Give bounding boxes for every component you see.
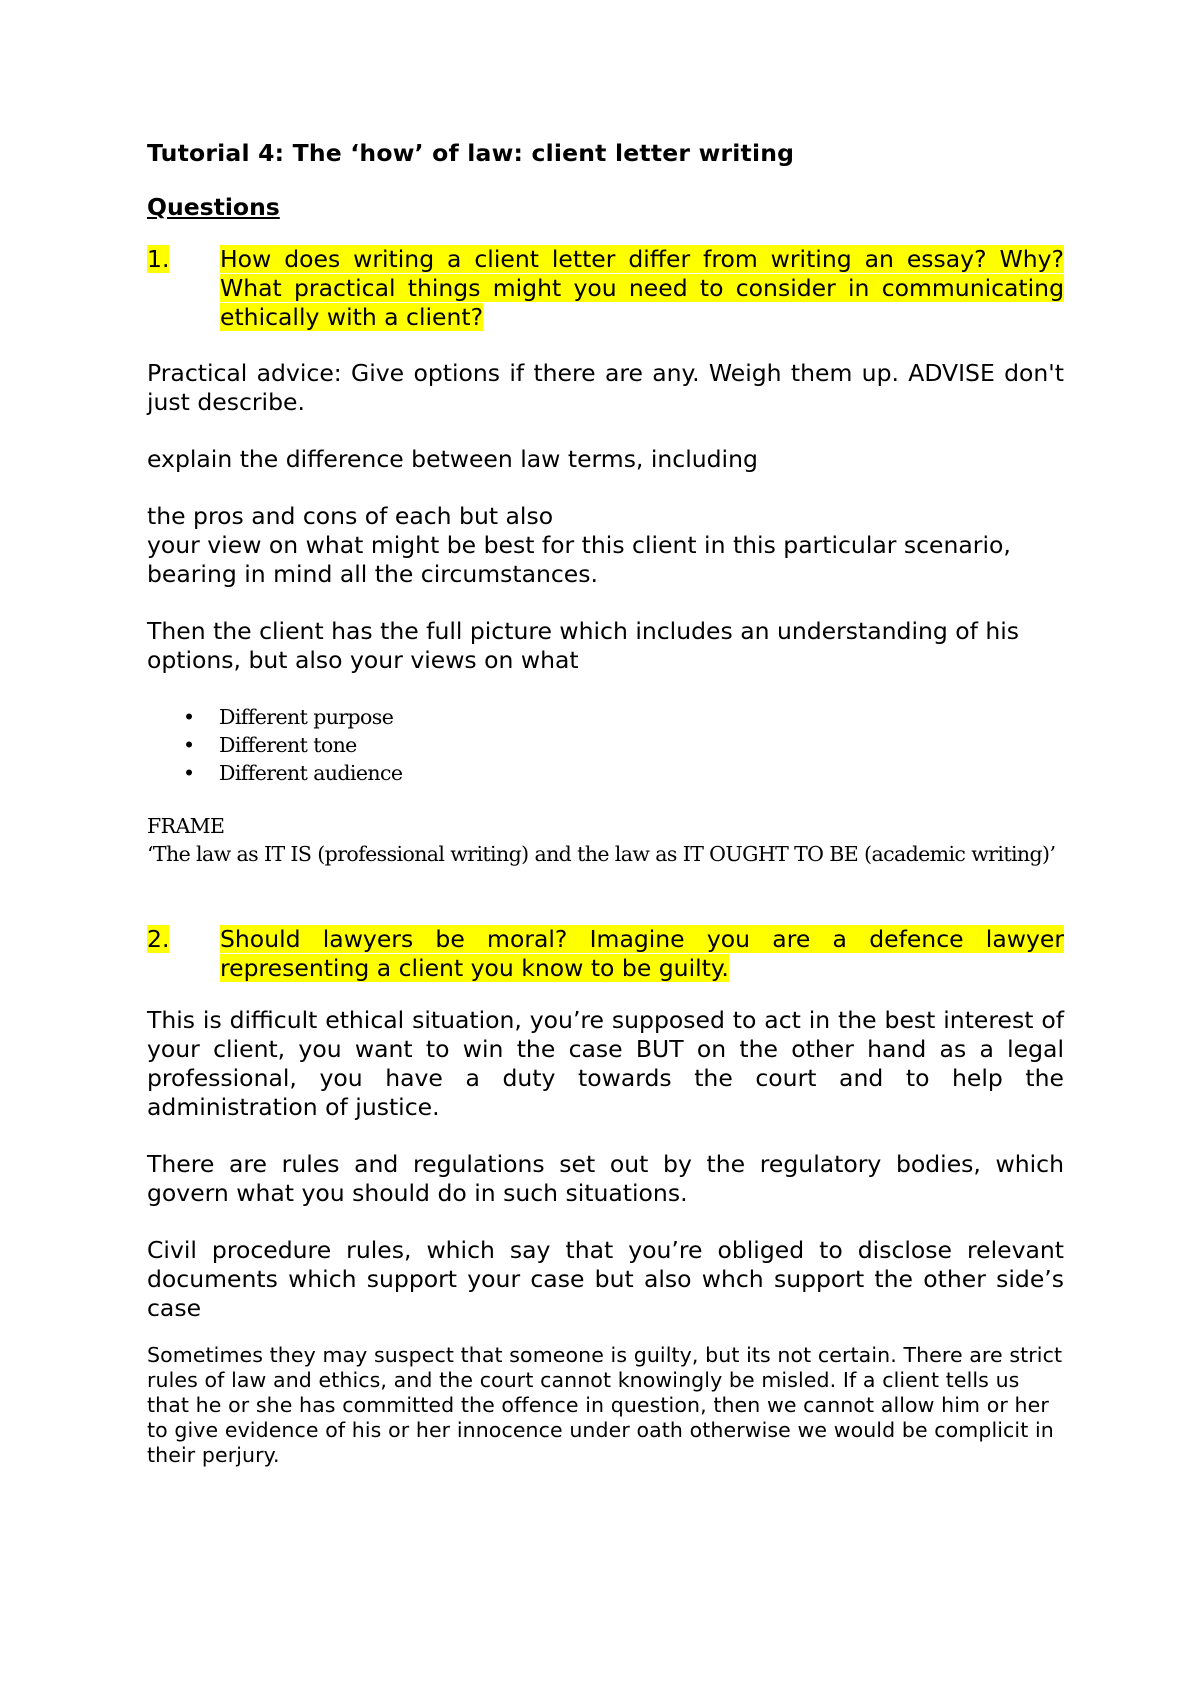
paragraph-difficult-situation: This is difficult ethical situation, you’re supposed to act in the best interest of your client, you want to win the case BUT on the other hand as a legal professional, you have a duty towards the court and to help the administration of justice. xyxy=(147,1006,1064,1121)
frame-quote: ‘The law as IT IS (professional writing) and the law as IT OUGHT TO BE (academic writing)’ xyxy=(147,842,1056,866)
question-1-highlighted-text: How does writing a client letter differ from writing an essay? Why? What practical things might you need to consider in communicating ethically with a client? xyxy=(220,245,1064,331)
list-item xyxy=(147,759,1064,787)
question-2-highlighted-text: Should lawyers be moral? Imagine you are a defence lawyer representing a client you know to be guilty. xyxy=(220,925,1064,982)
paragraph-your-view: your view on what might be best for this client in this particular scenario, bearing in mind all the circumstances. xyxy=(147,531,1011,588)
paragraph-practical-advice: Practical advice: Give options if there are any. Weigh them up. ADVISE don't just describe. xyxy=(147,359,1064,416)
list-item-text: Different tone xyxy=(219,733,357,757)
list-item xyxy=(147,703,1064,731)
paragraph-explain: explain the difference between law terms, including xyxy=(147,445,758,473)
paragraph-civil-procedure: Civil procedure rules, which say that you’re obliged to disclose relevant documents which support your case but also whch support the other side’s case xyxy=(147,1236,1064,1322)
list-item xyxy=(147,731,1064,759)
question-2-number-text: 2. xyxy=(147,925,170,953)
bullet-glyph: • xyxy=(183,761,195,785)
questions-heading: Questions xyxy=(147,193,280,221)
question-2-text xyxy=(220,925,1064,983)
difference-list xyxy=(147,703,1064,787)
paragraph-pros-cons: the pros and cons of each but also xyxy=(147,502,554,530)
document-content xyxy=(147,139,1064,1468)
question-1 xyxy=(147,245,1064,332)
frame-label: FRAME xyxy=(147,814,225,838)
list-item-text: Different audience xyxy=(219,761,403,785)
document-title: Tutorial 4: The ‘how’ of law: client letter writing xyxy=(147,139,795,167)
question-1-text xyxy=(220,245,1064,332)
question-1-number xyxy=(147,245,220,332)
bullet-glyph: • xyxy=(183,733,195,757)
question-2-number xyxy=(147,925,220,983)
list-item-text: Different purpose xyxy=(219,705,394,729)
frame-block xyxy=(147,812,1064,868)
question-2 xyxy=(147,925,1064,983)
paragraph-full-picture: Then the client has the full picture which includes an understanding of his options, but also your views on what xyxy=(147,617,1020,674)
question-1-number-text: 1. xyxy=(147,245,170,273)
paragraph-rules-regulations: There are rules and regulations set out by the regulatory bodies, which govern what you should do in such situations. xyxy=(147,1150,1064,1207)
bullet-glyph: • xyxy=(183,705,195,729)
paragraph-sometimes: Sometimes they may suspect that someone is guilty, but its not certain. There are strict rules of law and ethics, and the court cannot knowingly be misled. If a client tells us that he or she has committed the offence in question, then we cannot allow him or her to give evidence of his or her innocence under oath otherwise we would be complicit in their perjury. xyxy=(147,1343,1063,1467)
